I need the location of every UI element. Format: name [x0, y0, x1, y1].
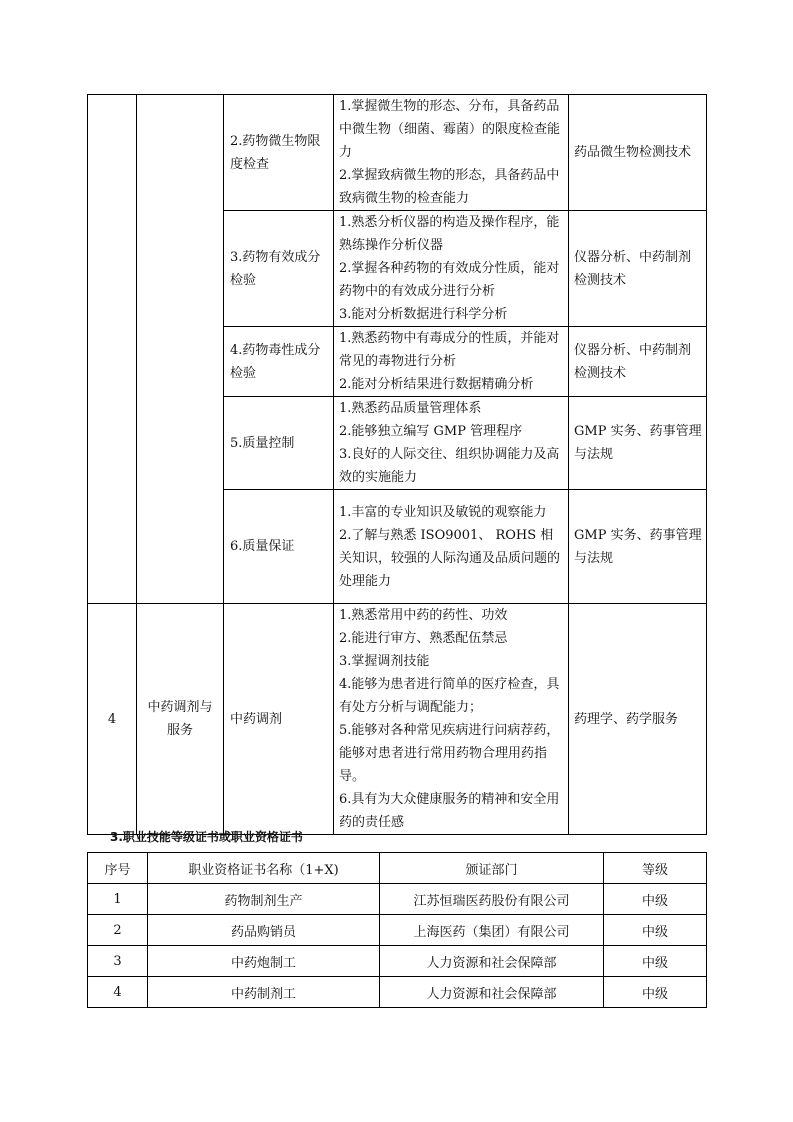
task-cell: 中药调剂 [224, 604, 334, 835]
requirement-item: 2.掌握致病微生物的形态，具备药品中致病微生物的检查能力 [339, 168, 560, 206]
table-cell: 1 [88, 884, 148, 915]
table-cell: 江苏恒瑞医药股份有限公司 [380, 884, 604, 915]
requirement-item: 2.掌握各种药物的有效成分性质，能对药物中的有效成分进行分析 [339, 261, 560, 299]
column-header: 职业资格证书名称（1+X) [148, 853, 380, 884]
requirement-item: 1.掌握微生物的形态、分布，具备药品中微生物（细菌、霉菌）的限度检查能力 [339, 99, 561, 160]
table-cell: 3 [88, 946, 148, 977]
table-cell: 人力资源和社会保障部 [380, 946, 604, 977]
requirement-item: 3.掌握调剂技能 [339, 654, 430, 669]
group-number-cell: 4 [88, 604, 137, 835]
task-cell: 5.质量控制 [224, 397, 334, 490]
requirements-cell [334, 490, 569, 604]
requirements-cell [334, 95, 569, 211]
courses-cell: GMP 实务、药事管理与法规 [569, 397, 707, 490]
requirement-item: 4.能够为患者进行简单的医疗检查，具有处方分析与调配能力； [339, 677, 560, 715]
table-row [88, 915, 707, 946]
table-cell: 中级 [604, 915, 707, 946]
group-area-cell [137, 95, 224, 604]
column-header: 等级 [604, 853, 707, 884]
requirement-item: 3.能对分析数据进行科学分析 [339, 307, 508, 322]
table-row [88, 604, 707, 835]
requirements-cell [334, 604, 569, 835]
task-cell: 6.质量保证 [224, 490, 334, 604]
requirement-item: 1.熟悉药物中有毒成分的性质，并能对常见的毒物进行分析 [339, 331, 560, 369]
task-cell: 2.药物微生物限度检查 [224, 95, 334, 211]
requirement-item: 2.了解与熟悉 ISO9001、 ROHS 相关知识，较强的人际沟通及品质问题的处理能力 [339, 527, 561, 589]
section-heading: 3.职业技能等级证书或职业资格证书 [110, 830, 303, 844]
column-header: 序号 [88, 853, 148, 884]
table-cell: 上海医药（集团）有限公司 [380, 915, 604, 946]
requirement-item: 5.能够对各种常见疾病进行问病荐药，能够对患者进行常用药物合理用药指导。 [339, 723, 560, 784]
table-header-row [88, 853, 707, 884]
requirement-item: 2.能对分析结果进行数据精确分析 [339, 377, 534, 392]
task-cell: 3.药物有效成分检验 [224, 211, 334, 327]
table-row [88, 95, 707, 211]
table-cell: 药物制剂生产 [148, 884, 380, 915]
table-cell: 药品购销员 [148, 915, 380, 946]
requirements-cell [334, 327, 569, 397]
requirements-cell [334, 211, 569, 327]
requirement-item: 1.丰富的专业知识及敏锐的观察能力 [339, 504, 547, 520]
table-row [88, 884, 707, 915]
requirement-item: 1.熟悉药品质量管理体系 [339, 401, 482, 416]
table-row [88, 977, 707, 1008]
column-header: 颁证部门 [380, 853, 604, 884]
table-cell: 中药制剂工 [148, 977, 380, 1008]
courses-cell: 仪器分析、中药制剂检测技术 [569, 211, 707, 327]
table-cell: 中级 [604, 977, 707, 1008]
group-number-cell [88, 95, 137, 604]
table-cell: 人力资源和社会保障部 [380, 977, 604, 1008]
requirement-item: 1.熟悉常用中药的药性、功效 [339, 608, 508, 623]
table-row [88, 946, 707, 977]
requirements-cell [334, 397, 569, 490]
certificate-table [87, 852, 707, 1008]
courses-cell: GMP 实务、药事管理与法规 [569, 490, 707, 604]
requirement-item: 3.良好的人际交往、组织协调能力及高效的实施能力 [339, 447, 560, 485]
table-cell: 中级 [604, 884, 707, 915]
requirement-item: 1.熟悉分析仪器的构造及操作程序，能熟练操作分析仪器 [339, 215, 560, 253]
task-cell: 4.药物毒性成分检验 [224, 327, 334, 397]
table-cell: 中级 [604, 946, 707, 977]
requirement-item: 2.能进行审方、熟悉配伍禁忌 [339, 631, 508, 646]
requirement-item: 2.能够独立编写 GMP 管理程序 [339, 424, 523, 439]
skills-table [87, 94, 707, 835]
courses-cell: 仪器分析、中药制剂检测技术 [569, 327, 707, 397]
courses-cell: 药理学、药学服务 [569, 604, 707, 835]
table-cell: 2 [88, 915, 148, 946]
table-cell: 4 [88, 977, 148, 1008]
group-area-cell: 中药调剂与服务 [137, 604, 224, 835]
courses-cell: 药品微生物检测技术 [569, 95, 707, 211]
requirement-item: 6.具有为大众健康服务的精神和安全用药的责任感 [339, 792, 560, 830]
table-cell: 中药炮制工 [148, 946, 380, 977]
